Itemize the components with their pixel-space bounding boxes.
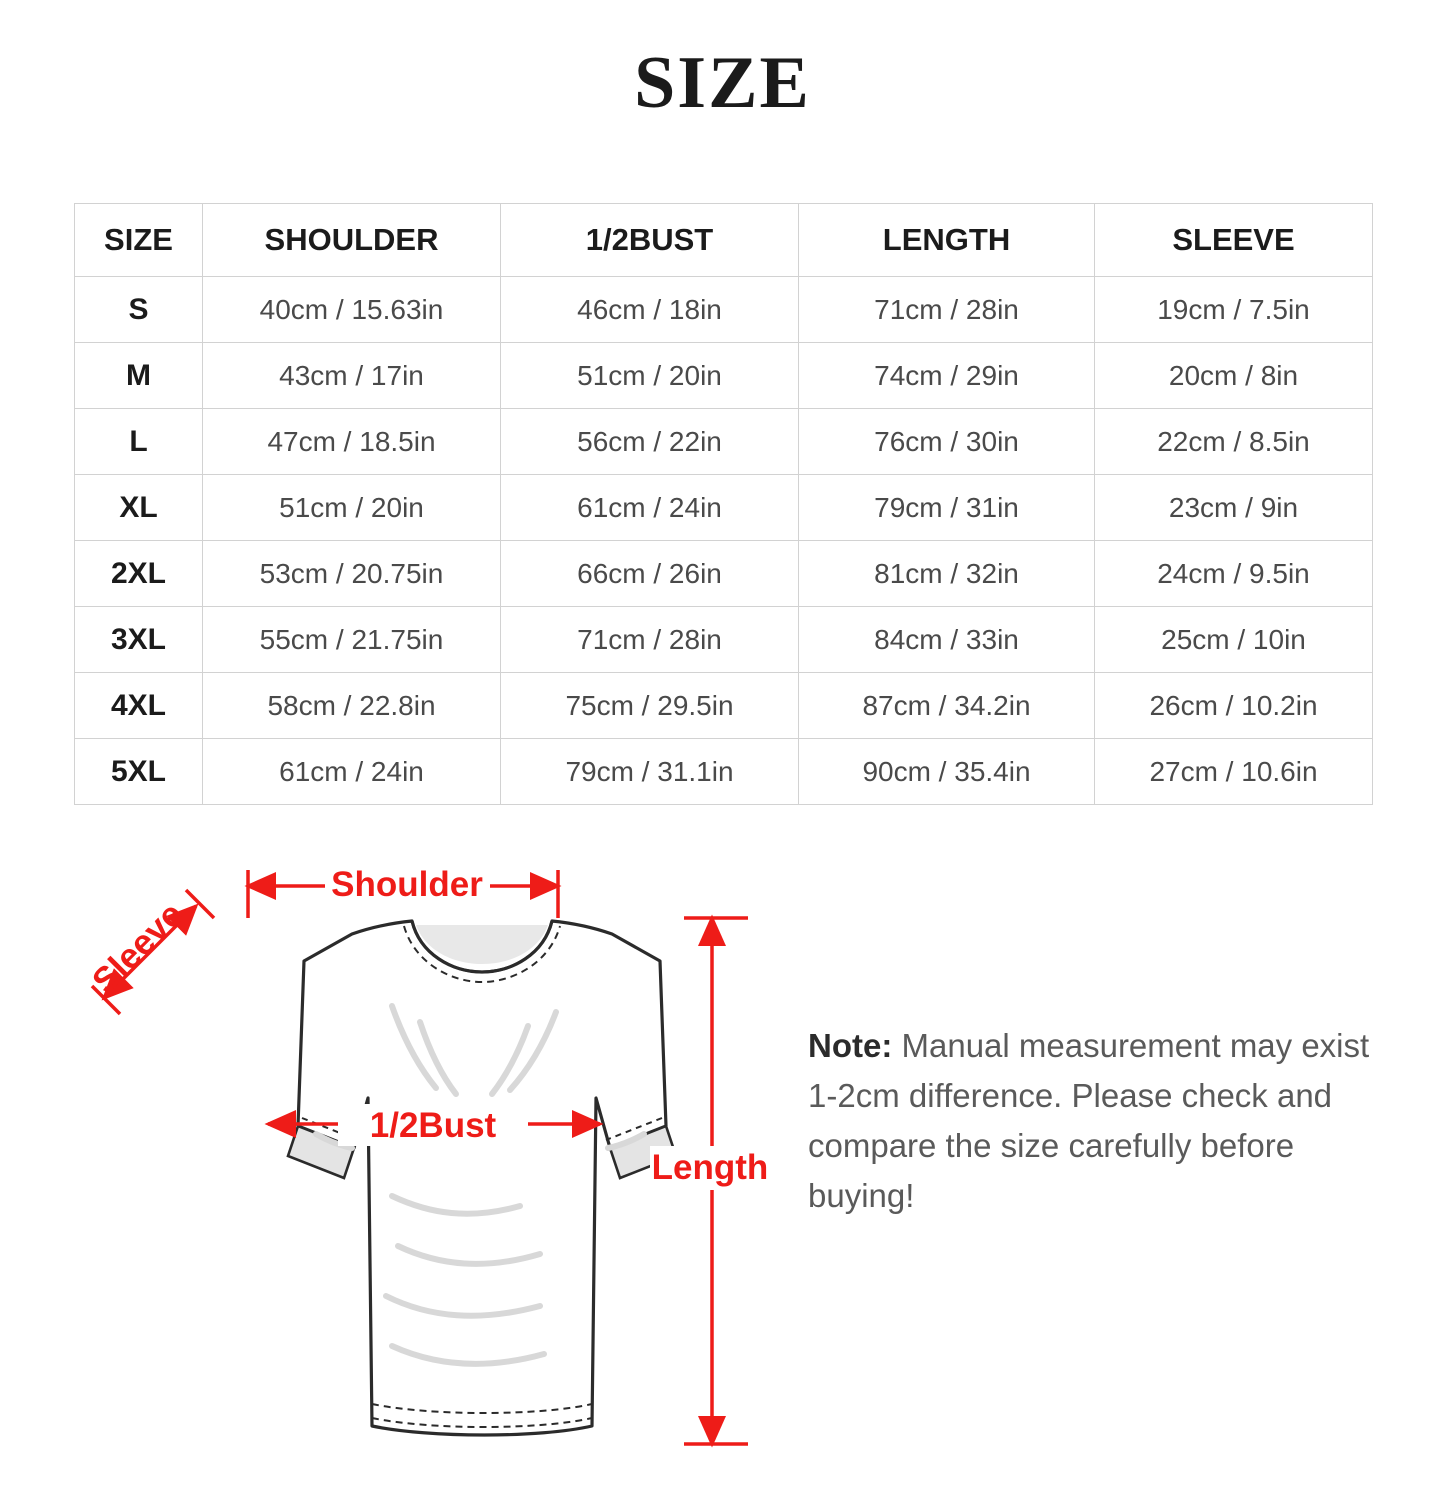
cell-shoulder: 61cm / 24in <box>203 739 501 805</box>
cell-length: 81cm / 32in <box>799 541 1095 607</box>
cell-sleeve: 20cm / 8in <box>1095 343 1373 409</box>
cell-sleeve: 27cm / 10.6in <box>1095 739 1373 805</box>
cell-shoulder: 53cm / 20.75in <box>203 541 501 607</box>
tshirt-outline <box>298 921 666 1435</box>
cell-length: 79cm / 31in <box>799 475 1095 541</box>
bust-label-text: 1/2Bust <box>369 1106 497 1145</box>
cell-sleeve: 19cm / 7.5in <box>1095 277 1373 343</box>
cell-size: 4XL <box>75 673 203 739</box>
shoulder-label-text: Shoulder <box>331 865 483 904</box>
length-label-text: Length <box>651 1148 769 1187</box>
cell-shoulder: 58cm / 22.8in <box>203 673 501 739</box>
table-row <box>75 409 1373 475</box>
cell-shoulder: 40cm / 15.63in <box>203 277 501 343</box>
table-row <box>75 673 1373 739</box>
table-row <box>75 607 1373 673</box>
note-text: Manual measurement may exist 1-2cm difference. Please check and compare the size carefully before buying! <box>808 1027 1370 1215</box>
cell-bust: 79cm / 31.1in <box>501 739 799 805</box>
cell-sleeve: 25cm / 10in <box>1095 607 1373 673</box>
cell-size: 5XL <box>75 739 203 805</box>
note-block <box>808 1021 1388 1222</box>
cell-size: L <box>75 409 203 475</box>
cell-length: 87cm / 34.2in <box>799 673 1095 739</box>
cell-length: 84cm / 33in <box>799 607 1095 673</box>
size-chart-table <box>74 203 1373 805</box>
column-header-shoulder: SHOULDER <box>203 204 501 277</box>
cell-length: 76cm / 30in <box>799 409 1095 475</box>
column-header-bust: 1/2BUST <box>501 204 799 277</box>
column-header-sleeve: SLEEVE <box>1095 204 1373 277</box>
cell-bust: 46cm / 18in <box>501 277 799 343</box>
cell-length: 90cm / 35.4in <box>799 739 1095 805</box>
cell-shoulder: 47cm / 18.5in <box>203 409 501 475</box>
table-row <box>75 475 1373 541</box>
note-label: Note: <box>808 1027 893 1064</box>
cell-bust: 71cm / 28in <box>501 607 799 673</box>
page-title: SIZE <box>634 42 811 124</box>
cell-size: 3XL <box>75 607 203 673</box>
cell-bust: 66cm / 26in <box>501 541 799 607</box>
table-row <box>75 277 1373 343</box>
cell-shoulder: 43cm / 17in <box>203 343 501 409</box>
cell-bust: 61cm / 24in <box>501 475 799 541</box>
column-header-length: LENGTH <box>799 204 1095 277</box>
table-row <box>75 343 1373 409</box>
table-row <box>75 541 1373 607</box>
cell-size: 2XL <box>75 541 203 607</box>
cell-shoulder: 51cm / 20in <box>203 475 501 541</box>
cell-shoulder: 55cm / 21.75in <box>203 607 501 673</box>
cell-length: 71cm / 28in <box>799 277 1095 343</box>
cell-bust: 75cm / 29.5in <box>501 673 799 739</box>
sleeve-label-text: Sleeve <box>84 894 191 1001</box>
column-header-size: SIZE <box>75 204 203 277</box>
cell-size: XL <box>75 475 203 541</box>
cell-sleeve: 26cm / 10.2in <box>1095 673 1373 739</box>
cell-length: 74cm / 29in <box>799 343 1095 409</box>
table-row <box>75 739 1373 805</box>
cell-size: M <box>75 343 203 409</box>
cell-size: S <box>75 277 203 343</box>
table-header-row <box>75 204 1373 277</box>
cell-sleeve: 24cm / 9.5in <box>1095 541 1373 607</box>
cell-sleeve: 22cm / 8.5in <box>1095 409 1373 475</box>
cell-bust: 51cm / 20in <box>501 343 799 409</box>
size-chart-table-wrapper <box>74 203 1372 805</box>
cell-bust: 56cm / 22in <box>501 409 799 475</box>
cell-sleeve: 23cm / 9in <box>1095 475 1373 541</box>
